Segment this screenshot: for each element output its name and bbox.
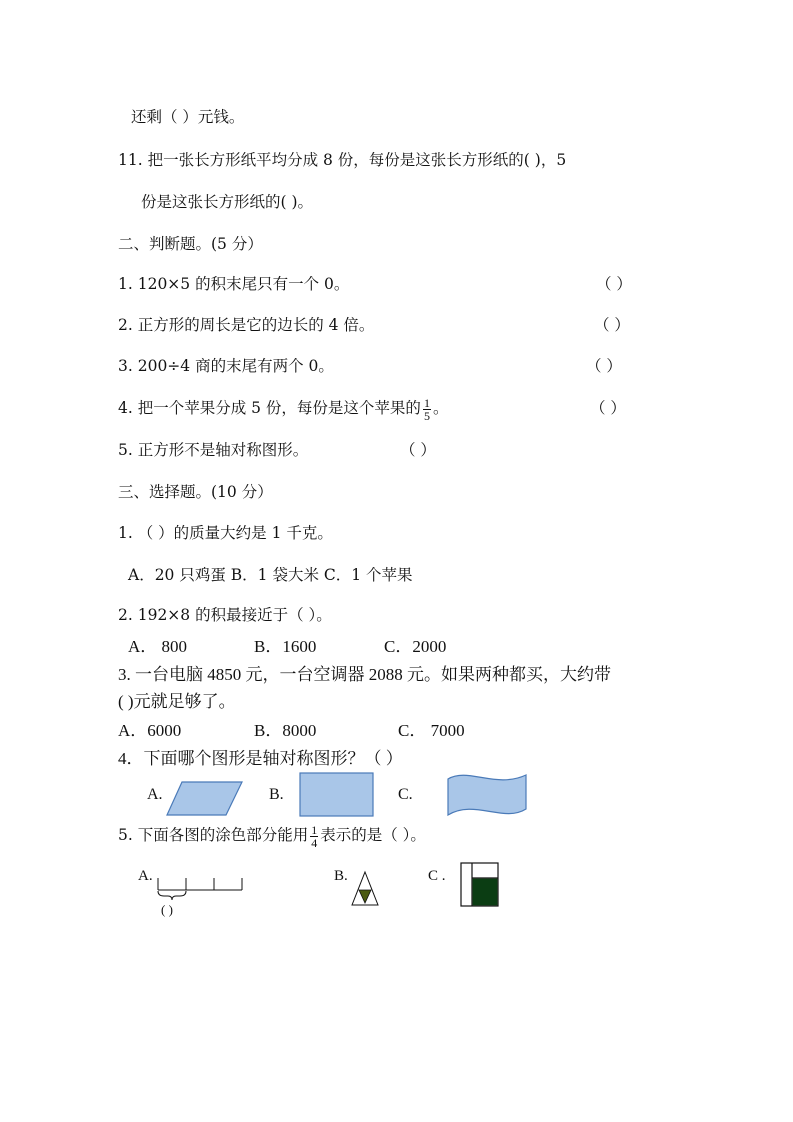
parallelogram-shape <box>166 781 244 817</box>
judge-4-paren: （ ） <box>590 399 626 417</box>
fraction-one-fourth: $\frac{1}{4}$ <box>311 822 318 850</box>
judge-1-paren: （ ） <box>596 275 632 293</box>
choice-2-question: 2. 192×8 的积最接近于（ ）。 <box>118 606 332 624</box>
judge-2: 2. 正方形的周长是它的边长的 4 倍。 <box>118 316 375 334</box>
wave-banner-shape <box>446 769 528 821</box>
choice-2-option-c: C．2000 <box>384 637 447 656</box>
choice-4-label-c: C. <box>398 786 413 803</box>
q11-line2: 份是这张长方形纸的( )。 <box>141 193 314 211</box>
choice-3-question: 3. 一台电脑 4850 元，一台空调器 2088 元。如果两种都买，大约带 <box>118 665 611 684</box>
judge-1: 1. 120×5 的积末尾只有一个 0。 <box>118 275 350 293</box>
judge-5: 5. 正方形不是轴对称图形。 <box>118 441 309 459</box>
judge-4-text: 4. 把一个苹果分成 5 份，每份是这个苹果的 <box>118 399 421 417</box>
judge-3: 3. 200÷4 商的末尾有两个 0。 <box>118 357 334 375</box>
choice-3-option-c: C． 7000 <box>398 721 465 740</box>
choice-5-question: 5. 下面各图的涂色部分能用 $\frac{1}{4}$ 表示的是（ ）。 <box>118 822 426 850</box>
choice-3-option-b: B．8000 <box>254 721 317 740</box>
choice-3-option-a: A．6000 <box>118 721 182 740</box>
choice-5-label-b: B. <box>334 868 348 884</box>
choice-3-question-cont: ( )元就足够了。 <box>118 692 236 711</box>
line-top: 还剩（ ）元钱。 <box>131 108 245 126</box>
judge-4: 4. 把一个苹果分成 5 份，每份是这个苹果的 $\frac{1}{5}$ 。 <box>118 395 449 423</box>
choice-2-option-b: B．1600 <box>254 637 317 656</box>
choice-1-options: A．20 只鸡蛋 B．1 袋大米 C．1 个苹果 <box>128 566 413 584</box>
divided-rectangle-figure <box>460 862 500 908</box>
segmented-line-figure <box>150 872 246 902</box>
judge-3-paren: （ ） <box>586 357 622 375</box>
choice-5-label-c: C . <box>428 868 446 884</box>
section-judge-title: 二、判断题。(5 分） <box>118 235 263 253</box>
judge-5-paren: （ ） <box>400 441 436 459</box>
fraction-one-fifth: $\frac{1}{5}$ <box>423 395 430 423</box>
triangle-figure <box>350 870 380 908</box>
choice-4-question: 4．下面哪个图形是轴对称图形？（ ） <box>118 749 403 768</box>
choice-1-question: 1. （ ）的质量大约是 1 千克。 <box>118 524 333 542</box>
judge-2-paren: （ ） <box>594 316 630 334</box>
choice-2-option-a: A． 800 <box>128 637 188 656</box>
rectangle-shape <box>299 772 375 818</box>
q11-line1: 11. 把一张长方形纸平均分成 8 份，每份是这张长方形纸的( )，5 <box>118 151 567 169</box>
choice-5-label-a: A. <box>138 868 153 884</box>
choice-5-a-blank: ( ) <box>161 902 173 917</box>
choice-4-label-a: A. <box>147 786 163 803</box>
choice-4-label-b: B. <box>269 786 284 803</box>
section-choice-title: 三、选择题。(10 分） <box>118 483 273 501</box>
